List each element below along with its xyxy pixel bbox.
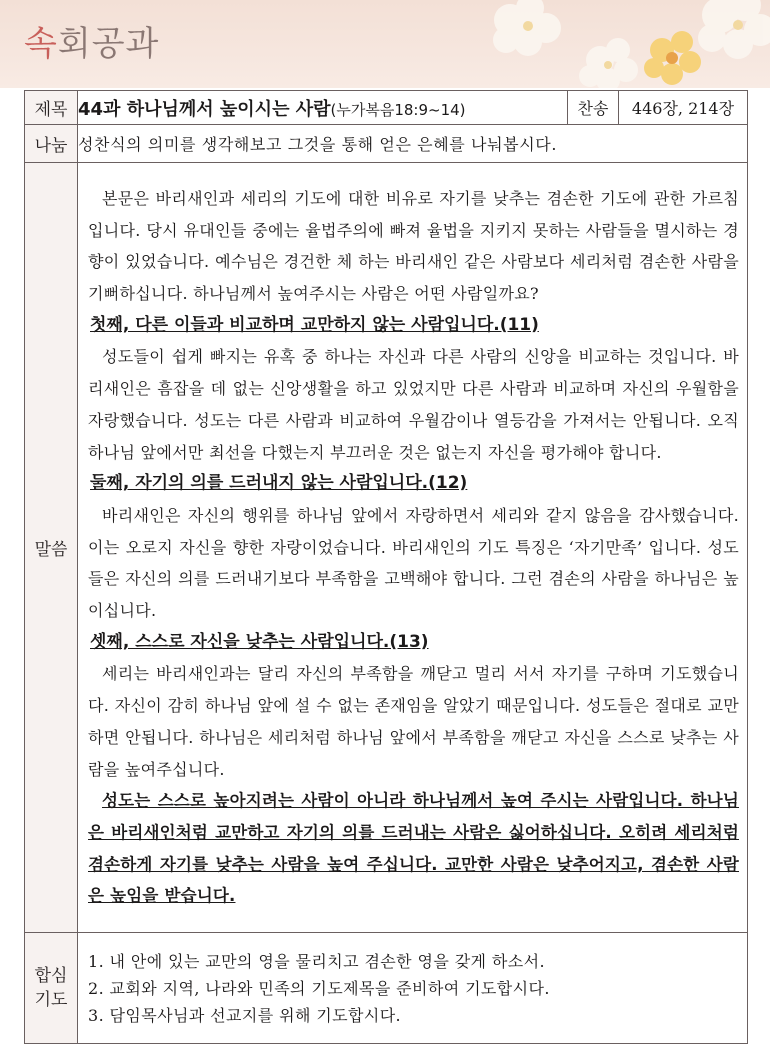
share-text: 성찬식의 의미를 생각해보고 그것을 통해 얻은 은혜를 나눠봅시다.	[78, 125, 748, 163]
scripture-reference: (누가복음18:9~14)	[330, 100, 466, 119]
point-1-body: 성도들이 쉽게 빠지는 유혹 중 하나는 자신과 다른 사람의 신앙을 비교하는 것입니다. 바리새인은 흠잡을 데 없는 신앙생활을 하고 있었지만 다른 사람과 비교하며 자신의 우월함을 자랑했습니다. 성도는 다른 사람과 비교하여 우월감이나 열등감을 가져서는 안됩니다. 오직 하나님 앞에서만 최선을 다했는지 부끄러운 것은 없는지 자신을 평가해야 합니다.	[88, 347, 739, 462]
point-2-body: 바리새인은 자신의 행위를 하나님 앞에서 자랑하면서 세리와 같지 않음을 감사했습니다. 이는 오로지 자신을 향한 자랑이었습니다. 바리새인의 기도 특징은 ‘자기만족’ 입니다. 성도들은 자신의 의를 드러내기보다 부족함을 고백해야 합니다. 그런 겸손의 사람을 하나님은 높이십니다.	[88, 505, 739, 621]
sermon-intro: 본문은 바리새인과 세리의 기도에 대한 비유로 자기를 낮추는 겸손한 기도에 관한 가르침입니다. 당시 유대인들 중에는 율법주의에 빠져 율법을 지키지 못하는 사람들을 멸시하는 경향이 있었습니다. 예수님은 경건한 체 하는 바리새인 같은 사람보다 세리처럼 겸손한 사람을 기뻐하십니다. 하나님께서 높여주시는 사람은 어떤 사람일까요?	[88, 188, 739, 304]
sermon-conclusion: 성도는 스스로 높아지려는 사람이 아니라 하나님께서 높여 주시는 사람입니다. 하나님은 바리새인처럼 교만하고 자기의 의를 드러내는 사람은 싫어하십니다. 오히려 세리처럼 겸손하게 자기를 낮추는 사람을 높여 주십니다. 교만한 사람은 낮추어지고, 겸손한 사람은 높임을 받습니다.	[88, 791, 739, 906]
title-label: 제목	[25, 91, 78, 125]
flower-decoration-icon	[450, 0, 770, 88]
lesson-table	[24, 90, 748, 1044]
prayer-row	[25, 933, 748, 1044]
share-row	[25, 125, 748, 163]
prayer-item: 2. 교회와 지역, 나라와 민족의 기도제목을 준비하여 기도합시다.	[88, 978, 550, 998]
prayer-label-line1: 합심	[34, 966, 68, 986]
hymn-value: 446장, 214장	[619, 91, 748, 125]
sermon-content	[78, 163, 748, 933]
prayer-item: 3. 담임목사님과 선교지를 위해 기도합시다.	[88, 1005, 402, 1025]
prayer-label	[25, 933, 78, 1044]
hymn-label: 찬송	[568, 91, 619, 125]
prayer-item: 1. 내 안에 있는 교만의 영을 물리치고 겸손한 영을 갖게 하소서.	[88, 951, 545, 971]
page-title	[24, 16, 159, 65]
prayer-list	[78, 933, 748, 1044]
sermon-label: 말씀	[25, 163, 78, 933]
lesson-title-text: 44과 하나님께서 높이시는 사람	[78, 98, 331, 120]
sermon-row	[25, 163, 748, 933]
point-3-heading: 셋째, 스스로 자신을 낮추는 사람입니다.(13)	[90, 631, 429, 652]
point-1-heading: 첫째, 다른 이들과 비교하며 교만하지 않는 사람입니다.(11)	[90, 314, 539, 335]
header-banner	[0, 0, 770, 88]
lesson-title	[78, 91, 568, 125]
title-first-char: 속	[24, 24, 58, 64]
title-rest: 회공과	[57, 24, 160, 64]
share-label: 나눔	[25, 125, 78, 163]
point-2-heading: 둘째, 자기의 의를 드러내지 않는 사람입니다.(12)	[90, 473, 468, 494]
prayer-label-line2: 기도	[34, 990, 68, 1010]
point-3-body: 세리는 바리새인과는 달리 자신의 부족함을 깨닫고 멀리 서서 자기를 구하며 기도했습니다. 자신이 감히 하나님 앞에 설 수 없는 존재임을 알았기 때문입니다. 성도들은 절대로 교만하면 안됩니다. 하나님은 세리처럼 하나님 앞에서 부족함을 깨닫고 자신을 스스로 낮추는 사람을 높여주십니다.	[88, 664, 739, 779]
title-row	[25, 91, 748, 125]
